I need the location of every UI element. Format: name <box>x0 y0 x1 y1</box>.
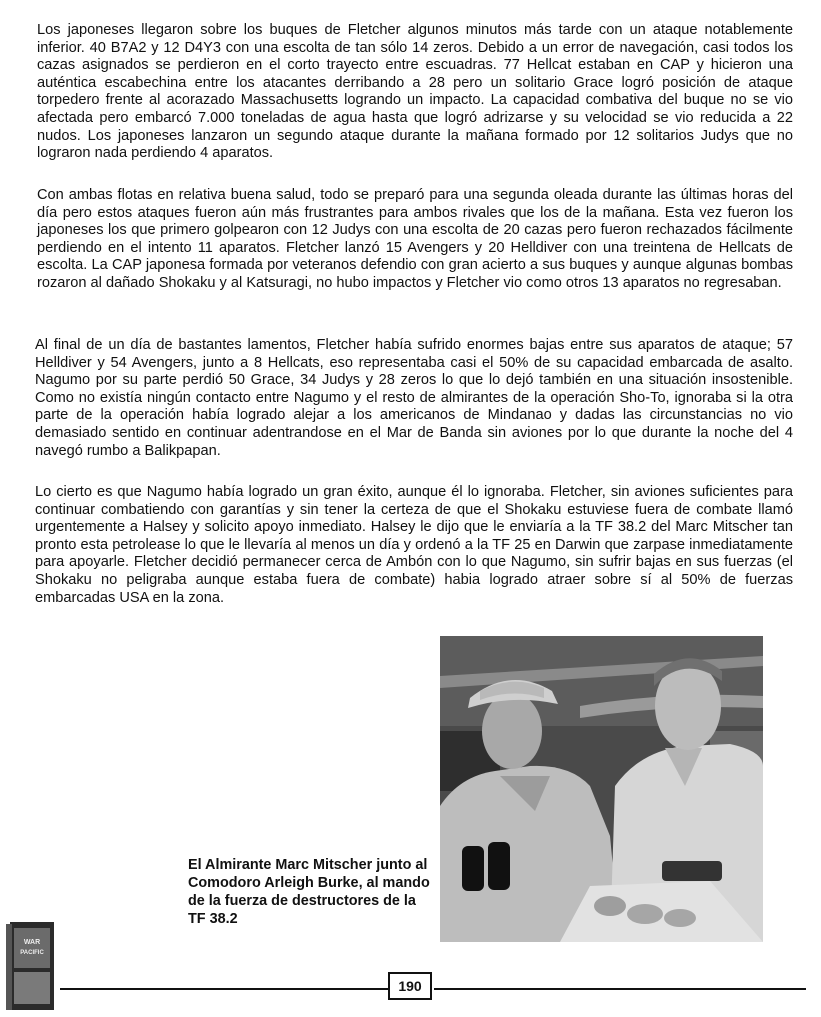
body-paragraph-2: Con ambas flotas en relativa buena salud, todo se preparó para una segunda oleada durante las últimas horas del día pero estos ataques fueron aún más frustrantes para ambos rivales que los de la mañana. Esta vez fueron los japoneses los que primero golpearon con 12 Judys con una escolta de 20 cazas pero fueron rechazados fácilmente perdiendo en el intento 11 aparatos. Fletcher lanzó 15 Avengers y 20 Helldiver con una treintena de Hellcats de escolta. La CAP japonesa formada por veteranos defendio con gran acierto a sus buques y aunque algunas bombas rozaron al dañado Shokaku y al Katsuragi, no hubo impactos y Fletcher vio como otros 13 aparatos no regresaban. <box>37 187 793 291</box>
body-paragraph-3: Al final de un día de bastantes lamentos, Fletcher había sufrido enormes bajas entre sus aparatos de ataque; 57 Helldiver y 54 Avengers, junto a 8 Hellcats, eso representaba casi el 50% de su capacidad embarcada de asalto. Nagumo por su parte perdió 50 Grace, 34 Judys y 28 zeros lo que lo dejó también en una situación insostenible. Como no existía ningún contacto entre Nagumo y el resto de almirantes de la operación Sho-To, ignoraba si la otra parte de la operación había logrado alejar a los americanos de Mindanao y dadas las circunstancias no vio demasiado sentido en continuar adentrandose en el Mar de Banda sin aviones por lo que durante la noche del 4 navegó rumbo a Balikpapan. <box>35 337 793 459</box>
historical-photo <box>440 636 763 942</box>
page-number: 190 <box>388 972 432 1000</box>
footer-rule-right <box>434 988 806 990</box>
book-cover-title-line1: WAR <box>23 939 41 946</box>
photo-illustration <box>440 636 763 942</box>
body-paragraph-4: Lo cierto es que Nagumo había logrado un gran éxito, aunque él lo ignoraba. Fletcher, sin aviones suficientes para continuar combatiendo con garantías y sin tener la certeza de que el Shokaku estuviese fuera de combate llamó urgentemente a Halsey y solicito apoyo inmediato. Halsey le dijo que le enviaría a la TF 38.2 del Marc Mitscher tan pronto esta petrolease lo que le llevaría al menos un día y ordenó a la TF 25 en Darwin que zarpase inmediatamente para apoyarle. Fletcher decidió permanecer cerca de Ambón con lo que Nagumo, sin sufrir bajas en sus fuerzas (el Shokaku no peligraba aunque estaba fuera de combate) habia logrado atraer sobre sí al 50% de fuerzas embarcadas USA en la zona. <box>35 484 793 606</box>
book-cover-illustration <box>4 920 56 1012</box>
photo-caption: El Almirante Marc Mitscher junto al Comodoro Arleigh Burke, al mando de la fuerza de destructores de la TF 38.2 <box>188 857 430 927</box>
footer-rule-left <box>60 988 388 990</box>
book-cover-thumbnail <box>4 920 56 1012</box>
book-cover-title-line2: PACIFIC <box>20 950 44 956</box>
body-paragraph-1: Los japoneses llegaron sobre los buques de Fletcher algunos minutos más tarde con un ataque notablemente inferior. 40 B7A2 y 12 D4Y3 con una escolta de tan sólo 14 zeros. Debido a un error de navegación, casi todos los cazas asignados se perdieron en el corto trayecto entre escuadras. 77 Hellcat estaban en CAP y hicieron una auténtica escabechina entre los atacantes derribando a 28 pero un solitario Grace logró posición de ataque torpedero frente al acorazado Massachusetts logrando un impacto. La capacidad combativa del buque no se vio afectada pero embarcó 7.000 toneladas de agua hasta que logró adrizarse y su velocidad se vio reducida a 22 nudos. Los japoneses lanzaron un segundo ataque durante la mañana formado por 12 solitarios Judys que no lograron nada perdiendo 4 aparatos. <box>37 22 793 162</box>
